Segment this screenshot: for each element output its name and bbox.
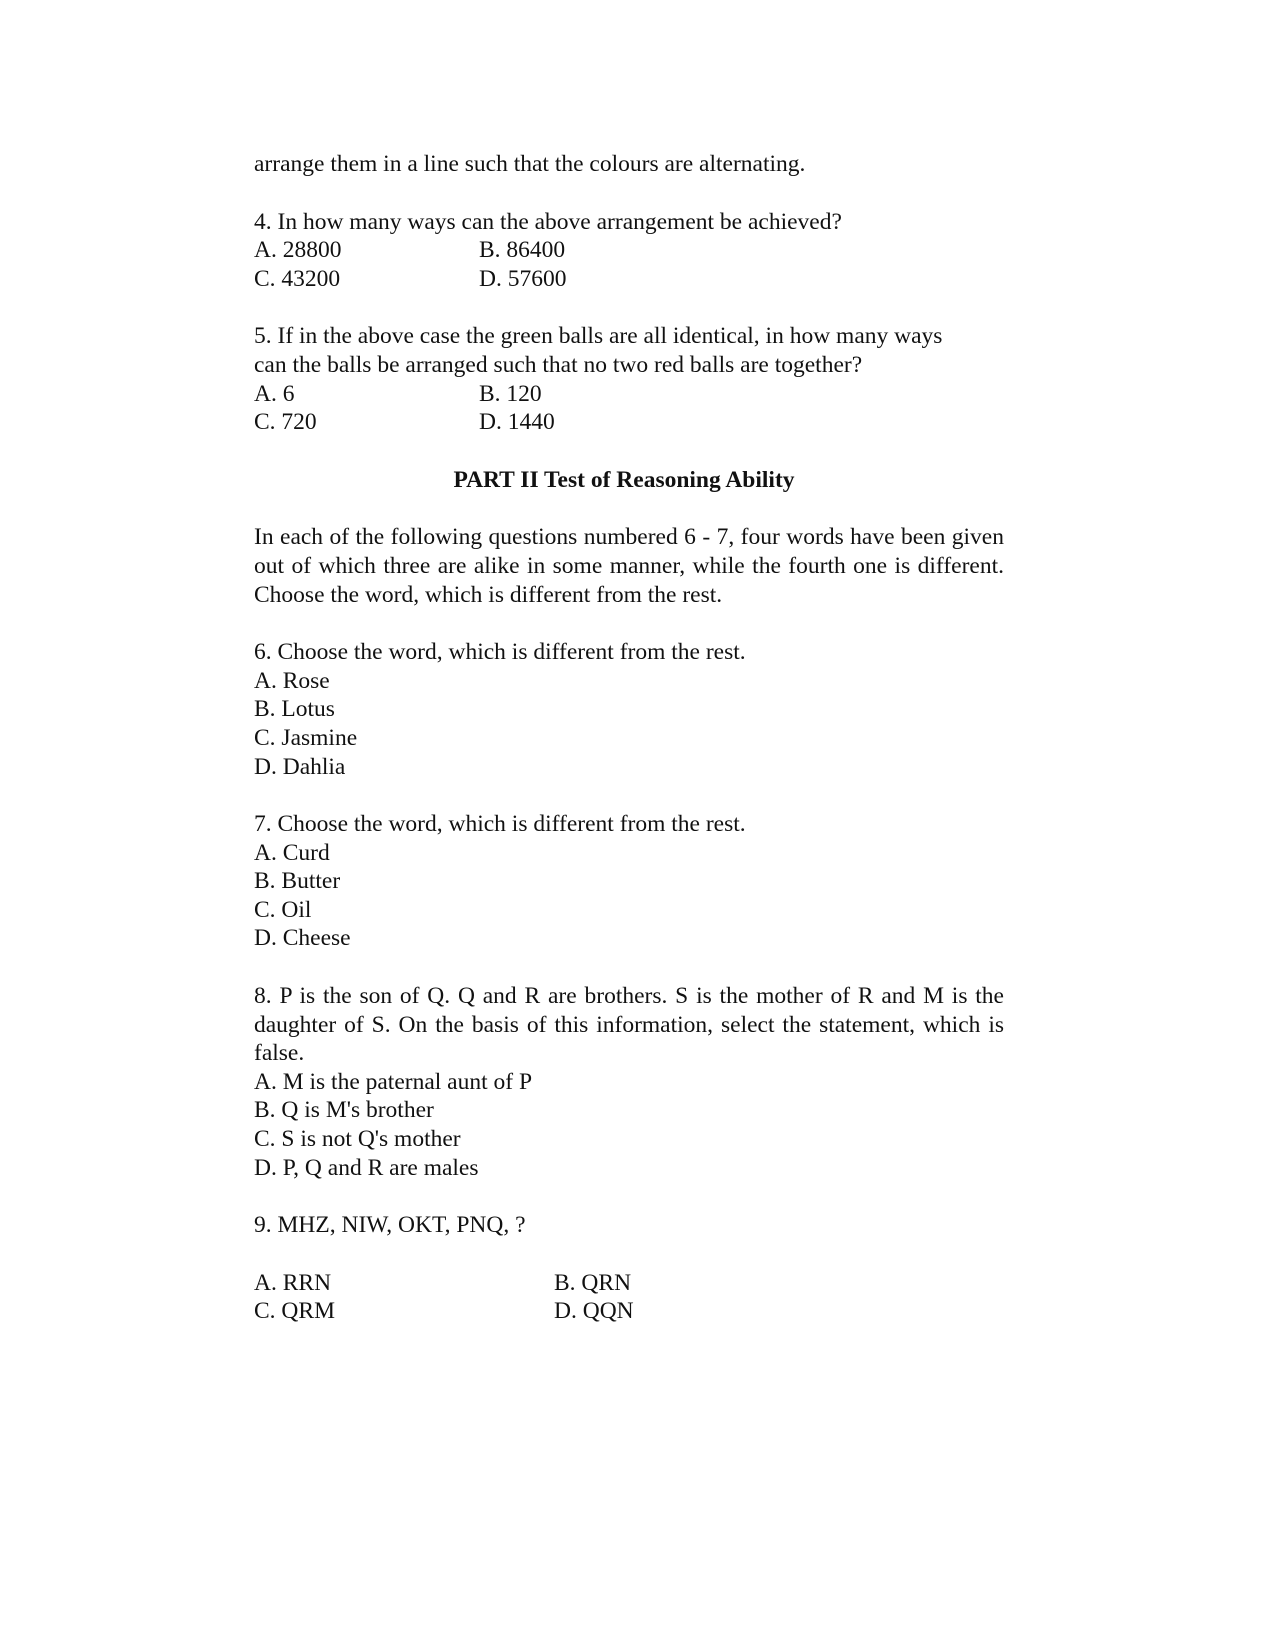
q9-option-d: D. QQN	[554, 1298, 634, 1325]
question-7-text: 7. Choose the word, which is different from the rest.	[254, 811, 746, 838]
question-5-text-line1: 5. If in the above case the green balls are all identical, in how many ways	[254, 323, 943, 350]
q6-option-c: C. Jasmine	[254, 724, 358, 751]
q4-option-c: C. 43200	[254, 265, 341, 292]
part-2-heading: PART II Test of Reasoning Ability	[453, 466, 795, 493]
q8-option-d: D. P, Q and R are males	[254, 1154, 479, 1181]
question-8	[254, 982, 1004, 1182]
question-5	[254, 322, 1004, 436]
q7-option-c: C. Oil	[254, 896, 312, 923]
question-9-text: 9. MHZ, NIW, OKT, PNQ, ?	[254, 1212, 526, 1239]
q5-option-b: B. 120	[479, 380, 542, 407]
question-6	[254, 638, 1004, 781]
q6-option-a: A. Rose	[254, 667, 330, 694]
question-8-text: 8. P is the son of Q. Q and R are brothers. S is the mother of R and M is the daughter of S. On the basis of this information, select the statement, which is false.	[254, 983, 1004, 1067]
question-5-text-line2: can the balls be arranged such that no two red balls are together?	[254, 351, 863, 378]
question-6-text: 6. Choose the word, which is different from the rest.	[254, 639, 746, 666]
question-7	[254, 810, 1004, 953]
q9-option-a: A. RRN	[254, 1269, 332, 1296]
question-4-text: 4. In how many ways can the above arrangement be achieved?	[254, 208, 842, 235]
q4-option-b: B. 86400	[479, 237, 566, 264]
q9-option-c: C. QRM	[254, 1298, 335, 1325]
question-9	[254, 1211, 1004, 1326]
q4-option-a: A. 28800	[254, 237, 342, 264]
intro-tail-text: arrange them in a line such that the colours are alternating.	[254, 151, 806, 177]
q7-option-a: A. Curd	[254, 839, 330, 866]
q7-option-d: D. Cheese	[254, 925, 351, 952]
q8-option-b: B. Q is M's brother	[254, 1097, 434, 1124]
part-2-instructions: In each of the following questions numbered 6 - 7, four words have been given out of which three are alike in some manner, while the fourth one is different. Choose the word, which is different from the rest.	[254, 524, 1004, 608]
q5-option-a: A. 6	[254, 380, 295, 407]
question-4	[254, 208, 1004, 294]
q5-option-d: D. 1440	[479, 409, 555, 436]
q4-option-d: D. 57600	[479, 265, 567, 292]
q5-option-c: C. 720	[254, 409, 317, 436]
q8-option-c: C. S is not Q's mother	[254, 1126, 461, 1153]
document-page	[254, 150, 1004, 1326]
q8-option-a: A. M is the paternal aunt of P	[254, 1068, 533, 1095]
q6-option-b: B. Lotus	[254, 696, 335, 723]
q7-option-b: B. Butter	[254, 868, 341, 895]
q9-option-b: B. QRN	[554, 1269, 632, 1296]
q6-option-d: D. Dahlia	[254, 753, 346, 780]
